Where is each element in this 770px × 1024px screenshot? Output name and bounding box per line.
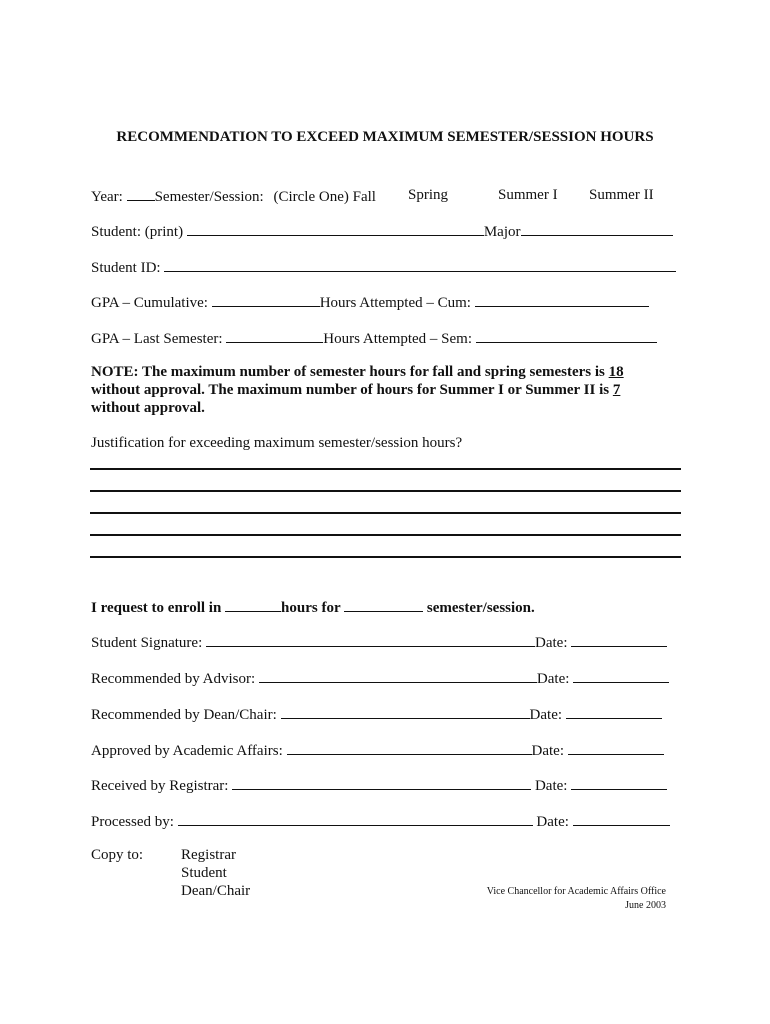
date-label: Date: (534, 778, 568, 794)
note-text-2: without approval. The maximum number of hours for Summer I or Summer II is (91, 382, 613, 398)
gpa-cumulative-row (91, 292, 649, 312)
justification-line-2[interactable] (90, 490, 681, 492)
date-label: Date: (535, 635, 568, 651)
note-max-hours: 18 (608, 364, 624, 380)
enroll-request-row (91, 597, 535, 617)
request-text-3: semester/session. (423, 600, 535, 616)
gpa-last-label: GPA – Last Semester: (91, 331, 223, 347)
circle-one-label: (Circle One) (273, 189, 349, 205)
semester-label: Semester/Session: (154, 189, 264, 205)
student-signature-row (91, 632, 667, 652)
academic-affairs-row (91, 740, 664, 760)
requested-semester-field[interactable] (344, 597, 423, 612)
year-field[interactable] (127, 186, 155, 201)
student-row (91, 221, 673, 241)
student-id-label: Student ID: (91, 260, 161, 276)
registrar-label: Received by Registrar: (91, 778, 229, 794)
date-label: Date: (536, 814, 569, 830)
date-label: Date: (536, 671, 570, 687)
note-line-3: without approval. (91, 400, 205, 416)
registrar-signature-field[interactable] (232, 775, 531, 790)
hours-cum-field[interactable] (475, 292, 649, 307)
processed-label: Processed by: (91, 814, 174, 830)
option-summer-2[interactable]: Summer II (589, 187, 654, 203)
footer-date: June 2003 (625, 900, 666, 911)
justification-line-5[interactable] (90, 556, 681, 558)
copy-recipient-student: Student (181, 865, 227, 881)
student-id-row (91, 257, 676, 277)
registrar-date-field[interactable] (571, 775, 667, 790)
option-fall[interactable]: Fall (352, 189, 376, 205)
footer-office: Vice Chancellor for Academic Affairs Office (486, 886, 666, 897)
option-spring[interactable]: Spring (408, 187, 449, 203)
year-label: Year: (91, 189, 123, 205)
copy-recipient-registrar: Registrar (181, 847, 236, 863)
processed-date-field[interactable] (573, 811, 670, 826)
note-line-1 (91, 363, 624, 381)
gpa-last-row (91, 328, 657, 348)
student-signature-label: Student Signature: (91, 635, 203, 651)
request-text-2: hours for (281, 600, 345, 616)
registrar-row (91, 775, 667, 795)
justification-line-4[interactable] (90, 534, 681, 536)
advisor-row (91, 668, 669, 688)
dean-label: Recommended by Dean/Chair: (91, 707, 277, 723)
form-title: RECOMMENDATION TO EXCEED MAXIMUM SEMESTER/SESSION HOURS (116, 129, 654, 145)
hours-sem-label: Hours Attempted – Sem: (323, 331, 473, 347)
advisor-label: Recommended by Advisor: (91, 671, 256, 687)
request-text-1: I request to enroll in (91, 600, 226, 616)
year-semester-row (91, 186, 376, 206)
advisor-signature-field[interactable] (259, 668, 537, 683)
student-name-field[interactable] (187, 221, 484, 236)
date-label: Date: (529, 707, 563, 723)
note-line-2 (91, 381, 620, 399)
student-signature-field[interactable] (206, 632, 535, 647)
major-label: Major (483, 224, 521, 240)
justification-line-3[interactable] (90, 512, 681, 514)
student-signature-date-field[interactable] (571, 632, 667, 647)
justification-line-1[interactable] (90, 468, 681, 470)
processed-signature-field[interactable] (178, 811, 533, 826)
processed-row (91, 811, 670, 831)
academic-affairs-label: Approved by Academic Affairs: (91, 743, 283, 759)
justification-label: Justification for exceeding maximum semester/session hours? (91, 435, 463, 451)
advisor-date-field[interactable] (573, 668, 669, 683)
academic-affairs-signature-field[interactable] (287, 740, 532, 755)
date-label: Date: (531, 743, 564, 759)
copy-to-label: Copy to: (91, 847, 144, 863)
note-summer-hours: 7 (612, 382, 621, 398)
note-text-1: NOTE: The maximum number of semester hours for fall and spring semesters is (91, 364, 609, 380)
academic-affairs-date-field[interactable] (568, 740, 664, 755)
major-field[interactable] (521, 221, 673, 236)
hours-cum-label: Hours Attempted – Cum: (319, 295, 471, 311)
student-label: Student: (print) (91, 224, 184, 240)
hours-sem-field[interactable] (476, 328, 657, 343)
student-id-field[interactable] (164, 257, 676, 272)
dean-date-field[interactable] (566, 704, 662, 719)
dean-signature-field[interactable] (281, 704, 530, 719)
requested-hours-field[interactable] (225, 597, 281, 612)
copy-recipient-dean: Dean/Chair (181, 883, 251, 899)
gpa-cumulative-field[interactable] (212, 292, 320, 307)
dean-row (91, 704, 662, 724)
gpa-cumulative-label: GPA – Cumulative: (91, 295, 208, 311)
option-summer-1[interactable]: Summer I (498, 187, 558, 203)
gpa-last-field[interactable] (226, 328, 323, 343)
